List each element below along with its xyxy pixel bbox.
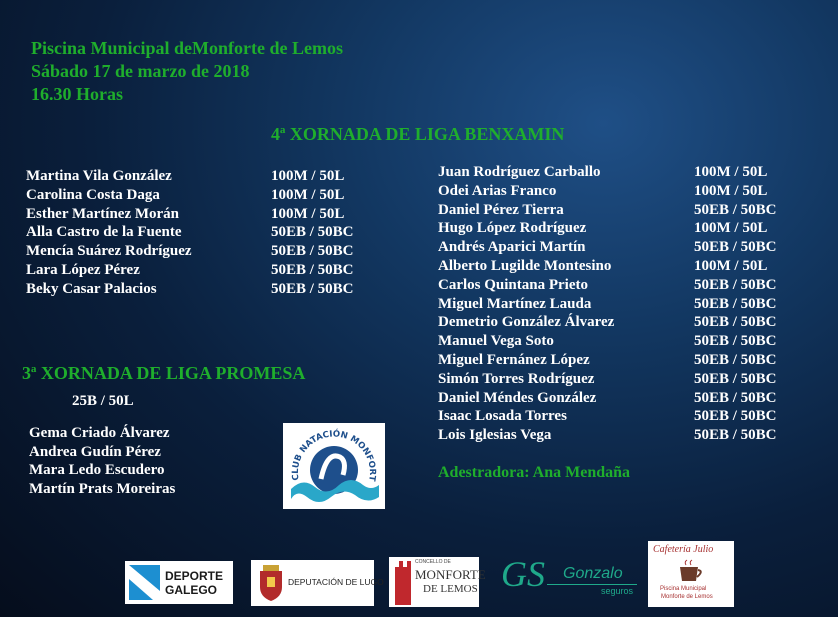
swimmer-name: Odei Arias Franco: [438, 182, 557, 199]
cafeteria-title: Cafetería Julio: [653, 544, 714, 555]
swimmer-name: Carolina Costa Daga: [26, 186, 160, 203]
deputacion-label: DEPUTACIÓN DE LUGO: [288, 577, 384, 587]
swimmer-event: 100M / 50L: [694, 258, 768, 274]
swimmer-event: 100M / 50L: [694, 220, 768, 237]
club-logo-text: CLUB NATACIÓN MONFORT: [290, 429, 378, 482]
swimmer-event: 50EB / 50BC: [694, 276, 777, 293]
promesa-swimmer-name: Martín Prats Moreiras: [29, 481, 176, 498]
cafeteria-julio-logo: [648, 541, 734, 607]
swimmer-name: Demetrio González Álvarez: [438, 314, 615, 331]
promesa-title: 3ª XORNADA DE LIGA PROMESA: [22, 363, 306, 383]
swimmer-event: 50EB / 50BC: [694, 333, 777, 350]
swimmer-event: 100M / 50L: [271, 205, 345, 222]
swimmer-name: Lara López Pérez: [26, 262, 140, 278]
swimmer-name: Manuel Vega Soto: [438, 333, 554, 350]
swimmer-event: 100M / 50L: [271, 186, 345, 203]
coffee-cup-icon: [676, 559, 706, 585]
swimmer-name: Hugo López Rodríguez: [438, 220, 587, 237]
monforte-label: MONFORTE: [415, 567, 486, 582]
swimmer-name: Juan Rodríguez Carballo: [438, 164, 601, 180]
swimmer-name: Daniel Pérez Tierra: [438, 201, 564, 218]
swimmer-event: 50EB / 50BC: [271, 262, 354, 278]
swimmer-event: 50EB / 50BC: [694, 314, 777, 331]
de-lemos-label: DE LEMOS: [423, 583, 478, 595]
swimmer-name: Alberto Lugilde Montesino: [438, 258, 612, 274]
swimmer-event: 50EB / 50BC: [694, 408, 777, 425]
swimmer-wave-icon: [283, 423, 385, 509]
swimmer-name: Beky Casar Palacios: [26, 280, 157, 297]
coat-of-arms-icon: [256, 563, 286, 603]
galego-label: GALEGO: [165, 583, 218, 597]
swimmer-name: Isaac Losada Torres: [438, 408, 567, 425]
swimmer-name: Miguel Fernánez López: [438, 352, 590, 368]
date-line: Sábado 17 de marzo de 2018: [31, 61, 250, 81]
tower-icon: [393, 559, 413, 605]
swimmer-event: 50EB / 50BC: [694, 427, 777, 444]
time-line: 16.30 Horas: [31, 84, 123, 104]
swimmer-name: Simón Torres Rodríguez: [438, 370, 595, 387]
gonzalo-label: Gonzalo: [563, 565, 623, 582]
seguros-label: seguros: [601, 586, 634, 596]
venue-header: [31, 37, 343, 106]
promesa-swimmer-name: Gema Criado Álvarez: [29, 425, 170, 441]
swimmer-event: 50EB / 50BC: [271, 224, 354, 241]
swimmer-event: 100M / 50L: [694, 182, 768, 199]
swimmer-event: 50EB / 50BC: [271, 243, 354, 260]
swimmer-name: Alla Castro de la Fuente: [26, 224, 182, 241]
swimmer-event: 50EB / 50BC: [694, 389, 777, 406]
swimmer-name: Mencía Suárez Rodríguez: [26, 243, 192, 260]
coach-label: Adestradora: Ana Mendaña: [438, 464, 631, 481]
benxamin-title: 4ª XORNADA DE LIGA BENXAMIN: [271, 124, 565, 144]
swimmer-event: 100M / 50L: [271, 168, 345, 184]
deputacion-lugo-logo: [251, 560, 384, 606]
swimmer-event: 50EB / 50BC: [694, 370, 777, 387]
swimmer-name: Lois Iglesias Vega: [438, 427, 552, 444]
gonzalo-seguros-logo: [497, 553, 641, 605]
promesa-swimmer-name: Mara Ledo Escudero: [29, 462, 165, 479]
gs-monogram-icon: GS: [501, 554, 545, 594]
swimmer-event: 50EB / 50BC: [694, 295, 777, 312]
swimmer-name: Miguel Martínez Lauda: [438, 295, 592, 312]
swimmer-event: 50EB / 50BC: [271, 280, 354, 297]
swimmer-name: Carlos Quintana Prieto: [438, 276, 588, 293]
swimmer-name: Andrés Aparici Martín: [438, 239, 586, 256]
swimmer-name: Martina Vila González: [26, 168, 172, 184]
deporte-label: DEPORTE: [165, 569, 224, 583]
club-natacion-logo: [283, 423, 385, 509]
swimmer-name: Esther Martínez Morán: [26, 205, 180, 222]
cafeteria-line1: Piscina Municipal: [660, 586, 707, 592]
swimmer-event: 50EB / 50BC: [694, 201, 777, 218]
swimmer-name: Daniel Méndes González: [438, 389, 597, 406]
swimmer-event: 100M / 50L: [694, 164, 768, 180]
cafeteria-line2: Monforte de Lemos: [661, 594, 713, 600]
promesa-event: 25B / 50L: [72, 393, 134, 409]
concello-monforte-logo: [389, 557, 486, 607]
swimmer-event: 50EB / 50BC: [694, 239, 777, 256]
swimmer-event: 50EB / 50BC: [694, 352, 777, 368]
concello-small-label: CONCELLO DE: [415, 559, 451, 565]
venue-line: Piscina Municipal deMonforte de Lemos: [31, 38, 343, 58]
deporte-galego-logo: [125, 561, 233, 604]
promesa-swimmer-name: Andrea Gudín Pérez: [29, 443, 161, 460]
